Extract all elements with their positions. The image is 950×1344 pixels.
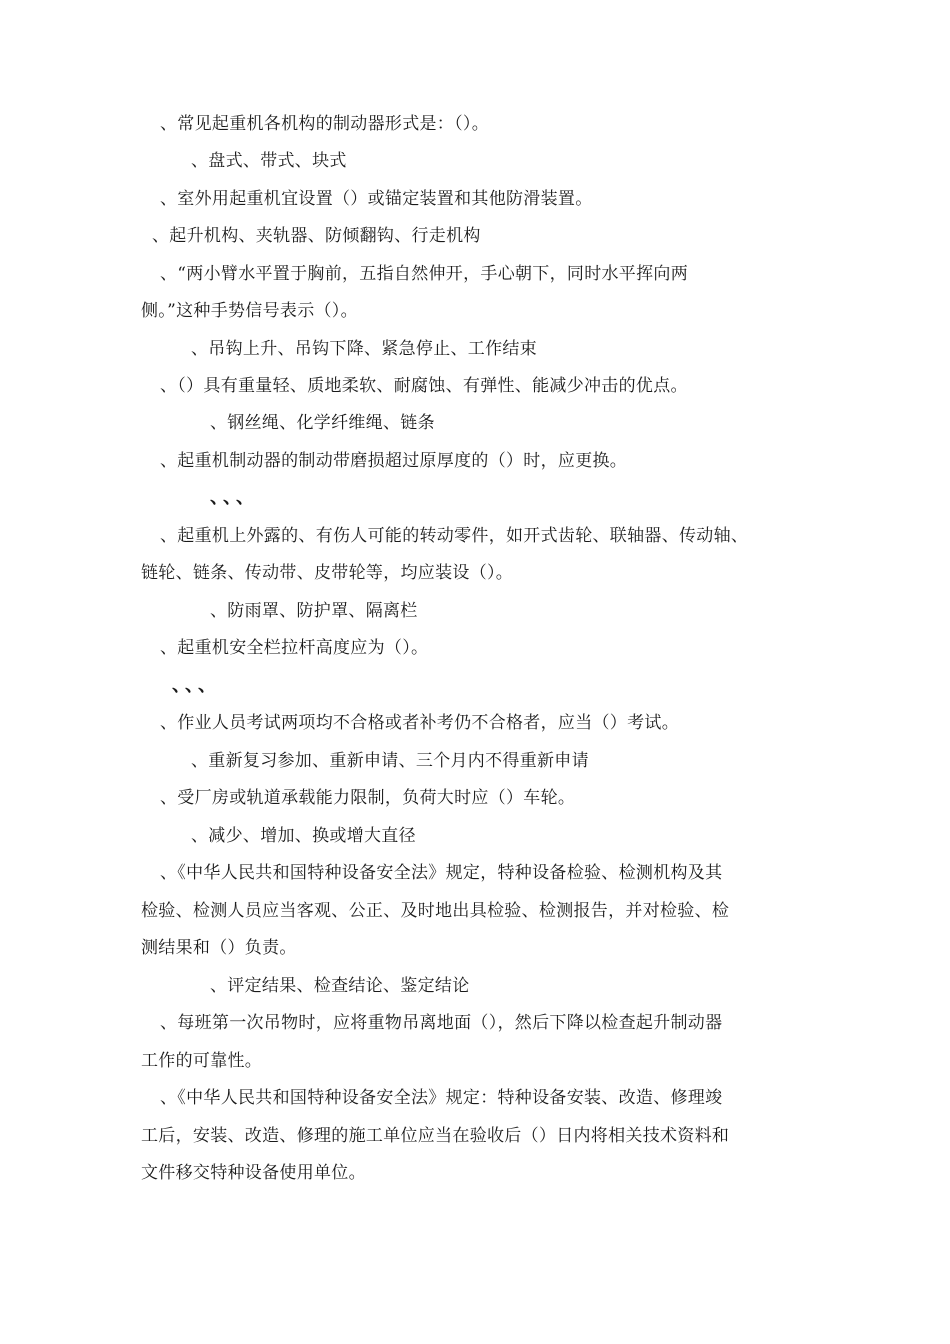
question-8: 、作业人员考试两项均不合格或者补考仍不合格者，应当（）考试。 — [160, 713, 679, 733]
options-2: 、起升机构、夹轨器、防倾翻钩、行走机构 — [152, 226, 481, 246]
question-12-line-2: 工后，安装、改造、修理的施工单位应当在验收后（）日内将相关技术资料和 — [141, 1126, 730, 1146]
question-4: 、（）具有重量轻、质地柔软、耐腐蚀、有弹性、能减少冲击的优点。 — [160, 376, 688, 396]
options-10: 、评定结果、检查结论、鉴定结论 — [210, 976, 470, 996]
options-6: 、防雨罩、防护罩、隔离栏 — [210, 601, 418, 621]
options-1: 、盘式、带式、块式 — [191, 151, 347, 171]
options-5: 、、、 — [210, 487, 258, 508]
question-10-line-2: 检验、检测人员应当客观、公正、及时地出具检验、检测报告，并对检验、检 — [141, 901, 730, 921]
question-6-line-2: 链轮、链条、传动带、皮带轮等，均应装设（）。 — [141, 563, 514, 583]
options-3: 、吊钩上升、吊钩下降、紧急停止、工作结束 — [191, 339, 537, 359]
question-10-line-3: 测结果和（）负责。 — [141, 938, 297, 958]
options-7: 、、、 — [172, 675, 220, 696]
options-9: 、减少、增加、换或增大直径 — [191, 826, 416, 846]
question-7: 、起重机安全栏拉杆高度应为（）。 — [160, 638, 429, 658]
question-12-line-3: 文件移交特种设备使用单位。 — [141, 1163, 366, 1183]
question-11-line-2: 工作的可靠性。 — [141, 1051, 263, 1071]
question-12-line-1: 、《中华人民共和国特种设备安全法》规定：特种设备安装、改造、修理竣 — [160, 1088, 723, 1108]
question-5: 、起重机制动器的制动带磨损超过原厚度的（）时，应更换。 — [160, 451, 628, 471]
options-4: 、钢丝绳、化学纤维绳、链条 — [210, 413, 435, 433]
question-9: 、受厂房或轨道承载能力限制，负荷大时应（）车轮。 — [160, 788, 576, 808]
question-2: 、室外用起重机宜设置（）或锚定装置和其他防滑装置。 — [160, 189, 593, 209]
question-1: 、常见起重机各机构的制动器形式是：（）。 — [160, 114, 489, 134]
options-8: 、重新复习参加、重新申请、三个月内不得重新申请 — [191, 751, 589, 771]
question-11-line-1: 、每班第一次吊物时，应将重物吊离地面（），然后下降以检查起升制动器 — [160, 1013, 723, 1033]
question-3-line-1: 、“两小臂水平置于胸前，五指自然伸开，手心朝下，同时水平挥向两 — [160, 264, 688, 284]
question-3-line-2: 侧。”这种手势信号表示（）。 — [141, 301, 358, 321]
question-6-line-1: 、起重机上外露的、有伤人可能的转动零件，如开式齿轮、联轴器、传动轴、 — [160, 526, 749, 546]
question-10-line-1: 、《中华人民共和国特种设备安全法》规定，特种设备检验、检测机构及其 — [160, 863, 723, 883]
